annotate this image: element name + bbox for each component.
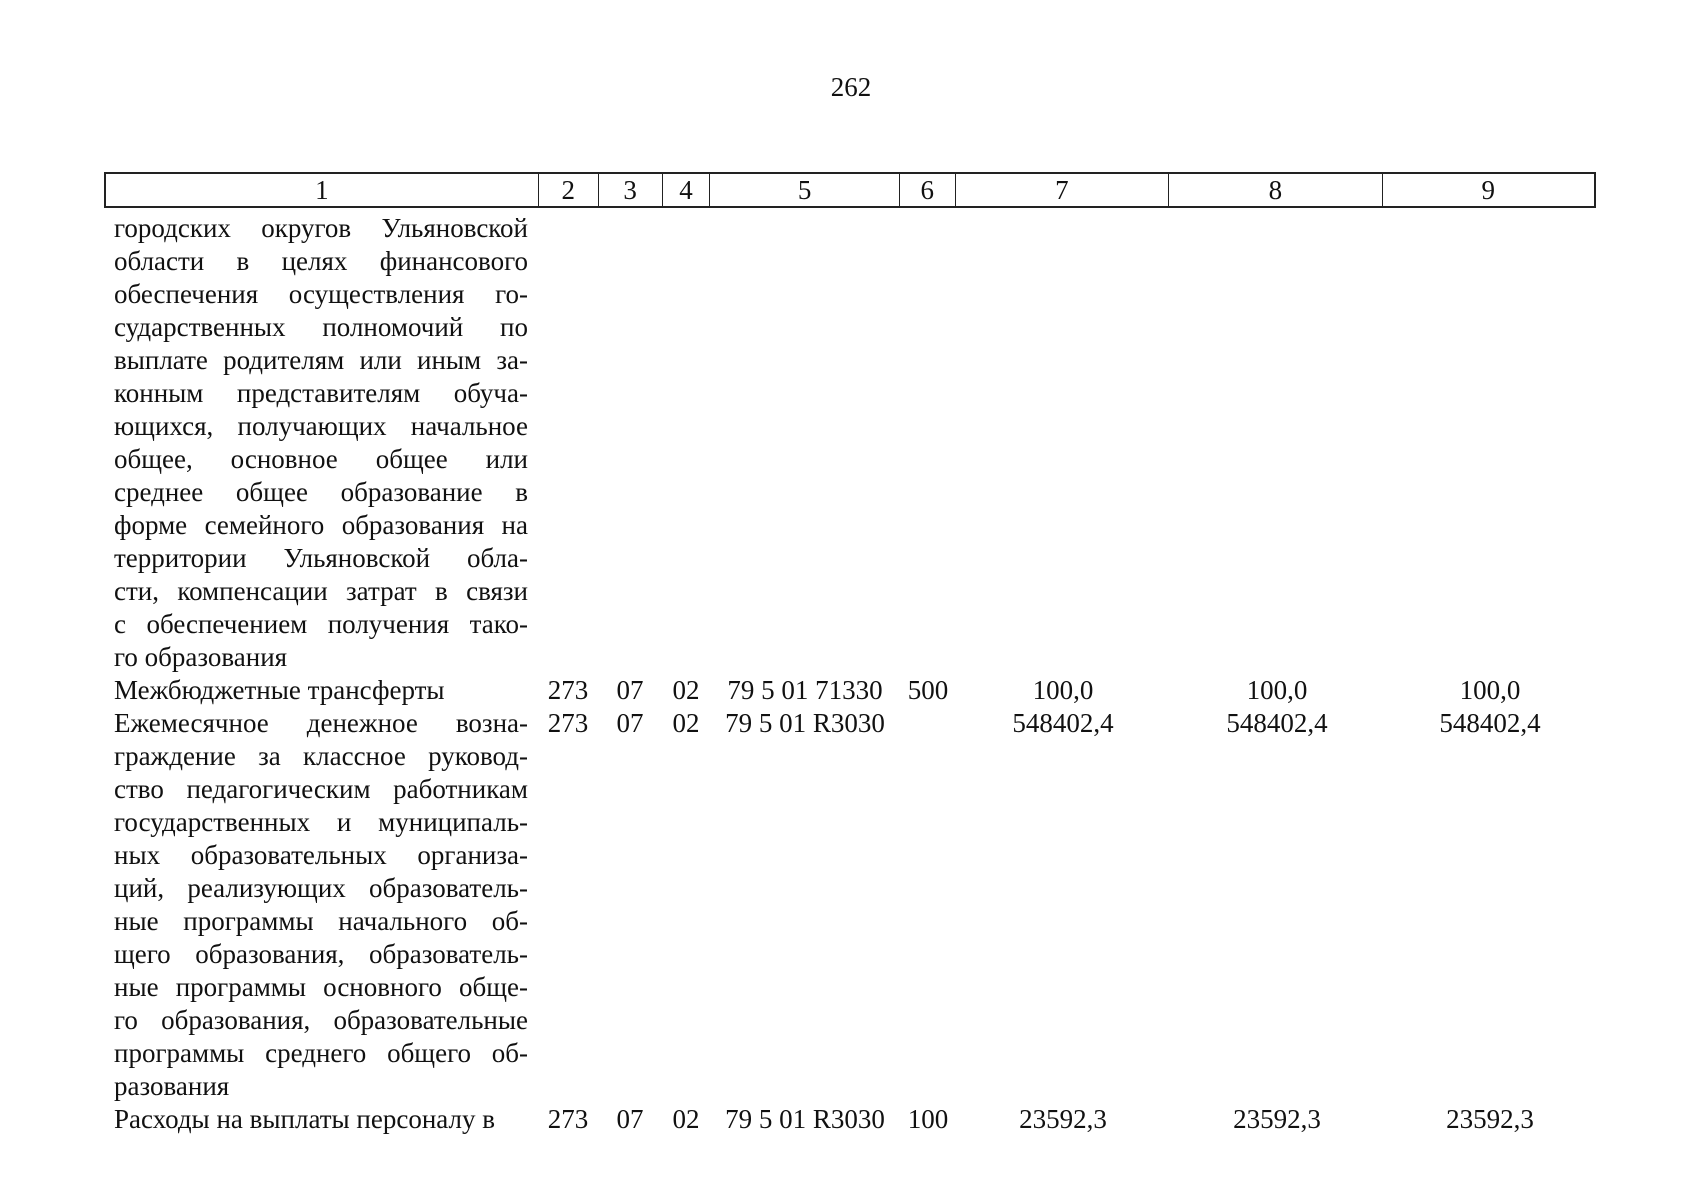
row-name-line: Межбюджетные трансферты (114, 675, 445, 705)
subsection-code-cell: 02 (672, 708, 700, 738)
ministry-code-cell: 273 (547, 708, 589, 738)
page-number: 262 (830, 72, 872, 102)
target-article-cell: 79 5 01 71330 (727, 675, 883, 705)
row-name-line: территории Ульяновской обла- (114, 543, 528, 573)
ministry-code-cell: 273 (547, 1104, 589, 1134)
header-col-8: 8 (1169, 174, 1382, 206)
ministry-code-cell: 273 (547, 675, 589, 705)
row-name-line: конным представителям обуча- (114, 378, 528, 408)
header-col-4: 4 (663, 174, 711, 206)
row-name-line: общее, основное общее или (114, 444, 528, 474)
table-row (104, 674, 1596, 707)
section-code-cell: 07 (616, 675, 644, 705)
section-code-cell: 07 (616, 708, 644, 738)
amount-col-7-cell: 548402,4 (1012, 708, 1114, 738)
table-row (104, 212, 1596, 674)
row-name-line: государственных и муниципаль- (114, 807, 528, 837)
row-name-cell (104, 707, 538, 1103)
header-col-6: 6 (900, 174, 956, 206)
row-name-line: щего образования, образователь- (114, 939, 528, 969)
amount-col-9-cell: 548402,4 (1439, 708, 1541, 738)
row-name-line: сударственных полномочий по (114, 312, 528, 342)
row-name-line: го образования, образовательные (114, 1005, 528, 1035)
amount-col-8-cell: 100,0 (1246, 675, 1308, 705)
header-col-2: 2 (539, 174, 599, 206)
target-article-cell: 79 5 01 R3030 (725, 1104, 885, 1134)
row-name-line: программы среднего общего об- (114, 1038, 528, 1068)
row-name-cell (104, 212, 538, 674)
header-col-3: 3 (599, 174, 663, 206)
row-name-line: ных образовательных организа- (114, 840, 528, 870)
row-name-line: ные программы начального об- (114, 906, 528, 936)
row-name-line: городских округов Ульяновской (114, 213, 528, 243)
header-col-7: 7 (956, 174, 1169, 206)
target-article-cell: 79 5 01 R3030 (725, 708, 885, 738)
amount-col-7-cell: 23592,3 (1019, 1104, 1107, 1134)
amount-col-8-cell: 548402,4 (1226, 708, 1328, 738)
subsection-code-cell: 02 (672, 1104, 700, 1134)
expense-type-cell: 100 (907, 1104, 949, 1134)
row-name-cell (104, 674, 538, 707)
subsection-code-cell: 02 (672, 675, 700, 705)
expense-type-cell: 500 (907, 675, 949, 705)
header-col-5: 5 (710, 174, 899, 206)
amount-col-9-cell: 23592,3 (1446, 1104, 1534, 1134)
row-name-line: выплате родителям или иным за- (114, 345, 528, 375)
row-name-line: форме семейного образования на (114, 510, 528, 540)
section-code-cell: 07 (616, 1104, 644, 1134)
row-name-line: обеспечения осуществления го- (114, 279, 528, 309)
table-row (104, 1103, 1596, 1136)
row-name-line: ций, реализующих образователь- (114, 873, 528, 903)
row-name-line: сти, компенсации затрат в связи (114, 576, 528, 606)
row-name-line: Расходы на выплаты персоналу в (114, 1104, 495, 1134)
row-name-line: с обеспечением получения тако- (114, 609, 528, 639)
header-col-1: 1 (106, 174, 539, 206)
table-row (104, 707, 1596, 1103)
row-name-line: граждение за классное руковод- (114, 741, 528, 771)
row-name-line: среднее общее образование в (114, 477, 528, 507)
row-name-line: разования (114, 1071, 230, 1101)
row-name-line: области в целях финансового (114, 246, 528, 276)
row-name-line: ные программы основного обще- (114, 972, 528, 1002)
table-header (104, 172, 1596, 208)
table-body (104, 212, 1596, 1136)
row-name-line: ющихся, получающих начальное (114, 411, 528, 441)
row-name-line: го образования (114, 642, 288, 672)
row-name-line: Ежемесячное денежное возна- (114, 708, 528, 738)
amount-col-9-cell: 100,0 (1459, 675, 1521, 705)
amount-col-8-cell: 23592,3 (1233, 1104, 1321, 1134)
row-name-line: ство педагогическим работникам (114, 774, 528, 804)
header-col-9: 9 (1481, 174, 1496, 205)
row-name-cell (104, 1103, 538, 1136)
amount-col-7-cell: 100,0 (1032, 675, 1094, 705)
